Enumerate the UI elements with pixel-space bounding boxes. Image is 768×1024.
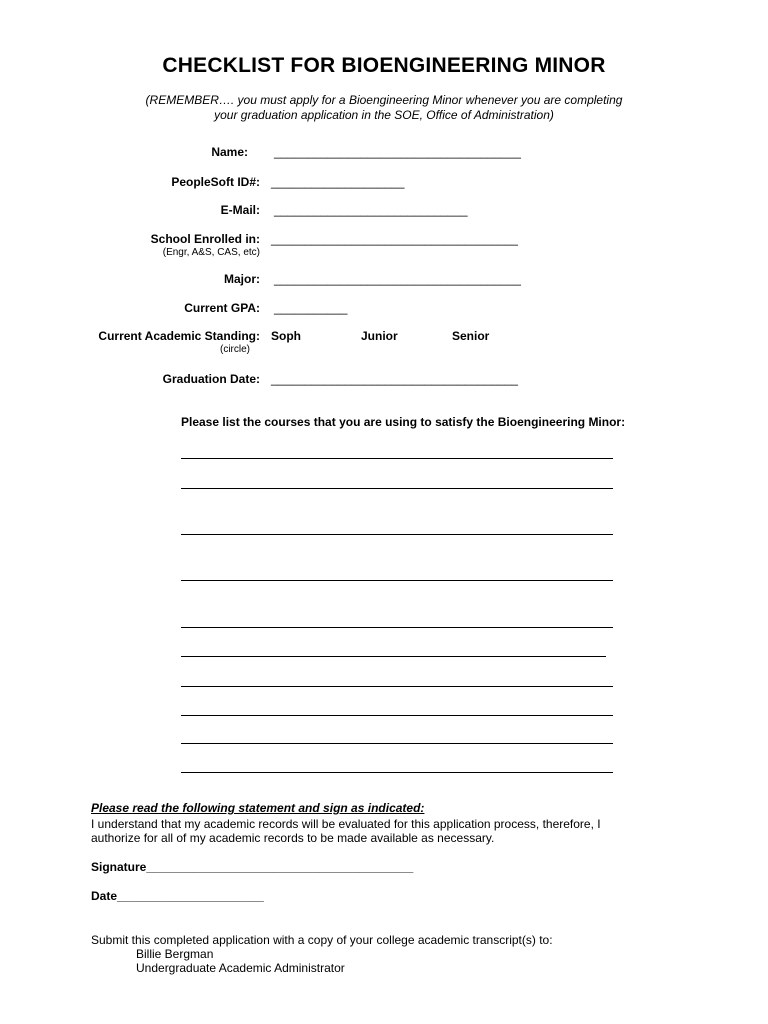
name-label: Name: — [211, 145, 248, 159]
graduation-field[interactable]: _____________________________________ — [271, 372, 518, 386]
school-label: School Enrolled in: — [150, 232, 260, 246]
peoplesoft-field[interactable]: ____________________ — [271, 175, 405, 189]
course-line[interactable] — [181, 580, 613, 581]
course-line[interactable] — [181, 686, 613, 687]
statement-line-2: authorize for all of my academic records to be made available as necessary. — [91, 831, 495, 845]
standing-note: (circle) — [220, 344, 250, 355]
school-note: (Engr, A&S, CAS, etc) — [162, 247, 260, 258]
major-label: Major: — [224, 272, 260, 286]
major-field[interactable]: _____________________________________ — [274, 272, 521, 286]
school-field[interactable]: _____________________________________ — [271, 232, 518, 246]
gpa-field[interactable]: ___________ — [274, 301, 348, 315]
course-line[interactable] — [181, 627, 613, 628]
course-line[interactable] — [181, 715, 613, 716]
date-field[interactable]: Date______________________ — [91, 889, 264, 903]
submit-role: Undergraduate Academic Administrator — [136, 961, 345, 975]
name-field[interactable]: _____________________________________ — [274, 145, 521, 159]
subtitle-line-1: (REMEMBER…. you must apply for a Bioengineering Minor whenever you are completing — [145, 93, 623, 107]
signature-field[interactable]: Signature________________________________________ — [91, 860, 414, 874]
peoplesoft-label: PeopleSoft ID#: — [171, 175, 260, 189]
standing-option-senior[interactable]: Senior — [452, 329, 490, 343]
course-line[interactable] — [181, 458, 613, 459]
course-line[interactable] — [181, 534, 613, 535]
standing-label: Current Academic Standing: — [98, 329, 260, 343]
email-label: E-Mail: — [220, 203, 260, 217]
course-line[interactable] — [181, 656, 606, 657]
email-field[interactable]: _____________________________ — [274, 203, 468, 217]
course-line[interactable] — [181, 743, 613, 744]
graduation-label: Graduation Date: — [162, 372, 260, 386]
gpa-label: Current GPA: — [184, 301, 260, 315]
statement-line-1: I understand that my academic records will be evaluated for this application process, therefore, I — [91, 817, 601, 831]
submit-name: Billie Bergman — [136, 947, 214, 961]
standing-option-junior[interactable]: Junior — [361, 329, 398, 343]
statement-heading: Please read the following statement and sign as indicated: — [91, 801, 425, 815]
subtitle-line-2: your graduation application in the SOE, Office of Administration) — [214, 108, 554, 122]
page-title: CHECKLIST FOR BIOENGINEERING MINOR — [162, 54, 606, 77]
standing-option-soph[interactable]: Soph — [271, 329, 301, 343]
course-line[interactable] — [181, 488, 613, 489]
submit-instructions: Submit this completed application with a copy of your college academic transcript(s) to: — [91, 933, 553, 947]
courses-prompt: Please list the courses that you are using to satisfy the Bioengineering Minor: — [181, 415, 626, 429]
course-line[interactable] — [181, 772, 613, 773]
